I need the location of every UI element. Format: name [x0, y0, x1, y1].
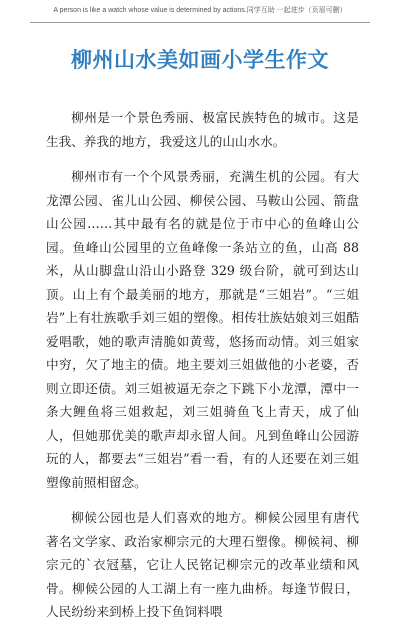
paragraph-liuhou-park: 柳候公园也是人们喜欢的地方。柳候公园里有唐代著名文学家、政治家柳宗元的大理石塑像。柳候祠、柳宗元的`衣冠墓，它让人民铭记柳宗元的改革业绩和风骨。柳候公园的人工湖上有一座九曲桥。每逢节假日，人民纷纷来到桥上投下鱼饲料喂 — [46, 510, 359, 619]
document-body — [46, 106, 359, 636]
paragraph-parks: 柳州市有一个个风景秀丽，充满生机的公园。有大龙潭公园、雀儿山公园、柳侯公园、马鞍山公园、箭盘山公园……其中最有名的就是位于市中心的鱼峰山公园。鱼峰山公园里的立鱼峰像一条站立的鱼，山高 88 米，从山脚盘山沿山小路登 329 级台阶，就可到达山顶。山上有个最美丽的地方，那就是“三姐岩”。“三姐岩”上有壮族歌手刘三姐的塑像。相传壮族姑娘刘三姐酷爱唱歌，她的歌声清脆如黄莺，悠扬而动情。刘三姐家中穷，欠了地主的债。地主要刘三姐做他的小老婆，否则立即还债。刘三姐被逼无奈之下跳下小龙潭，潭中一条大鲤鱼将三姐救起，刘三姐骑鱼飞上青天，成了仙人，但她那优美的歌声却永留人间。凡到鱼峰山公园游玩的人，都要去“三姐岩”看一看，有的人还要在刘三姐塑像前照相留念。 — [46, 169, 359, 490]
document-title: 柳州山水美如画小学生作文 — [71, 48, 329, 72]
header-divider — [30, 22, 370, 23]
paragraph-intro: 柳州是一个景色秀丽、极富民族特色的城市。这是生我、养我的地方，我爱这儿的山山水水。 — [46, 110, 359, 149]
page-header-text: A person is like a watch whose value is determined by actions.同学互助 一起进步（页眉可删） — [53, 7, 347, 14]
